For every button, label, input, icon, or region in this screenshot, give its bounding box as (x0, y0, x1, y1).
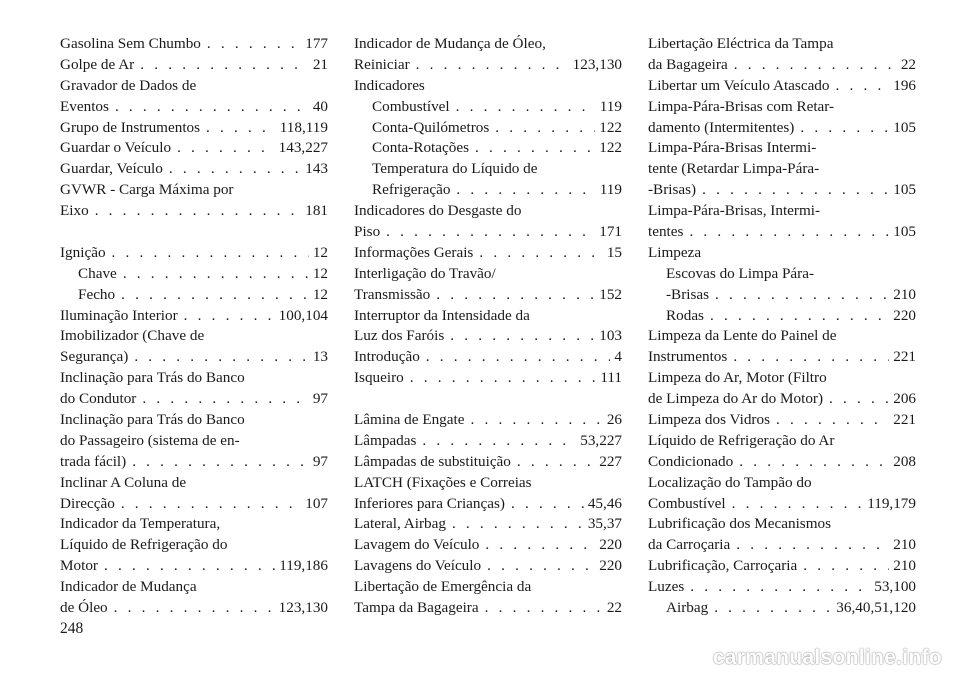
entry-text: Lubrificação dos Mecanismos (648, 515, 832, 533)
entry-text: Limpeza dos Vidros (648, 411, 770, 429)
dot-leader (184, 306, 275, 327)
index-entry (60, 76, 328, 118)
index-column-3 (648, 34, 916, 619)
entry-text: Limpa-Pára-Brisas com Retar- (648, 97, 835, 115)
index-subentry (60, 264, 328, 285)
index-entry (60, 368, 328, 410)
page-ref[interactable]: 97 (312, 452, 328, 470)
entry-text: LATCH (Fixações e Correias (354, 473, 532, 491)
entry-text: Airbag (666, 599, 709, 617)
index-entry (354, 368, 622, 389)
entry-text: Inclinação para Trás do Banco (60, 411, 245, 429)
page-ref[interactable]: 15 (606, 243, 622, 261)
dot-leader (169, 159, 301, 180)
page-ref[interactable]: 105 (893, 181, 916, 199)
index-entry (648, 514, 916, 556)
entry-text: Libertação de Emergência da (354, 578, 532, 596)
dot-leader (426, 347, 611, 368)
dot-leader (734, 55, 897, 76)
entry-text: Lateral, Airbag (354, 515, 446, 533)
page-ref[interactable]: 12 (312, 285, 328, 303)
index-entry (60, 514, 328, 577)
index-entry (60, 473, 328, 515)
page-ref[interactable]: 119,186 (279, 557, 328, 575)
dot-leader (450, 326, 595, 347)
entry-text: Refrigeração (372, 181, 451, 199)
entry-text: Conta-Rotações (372, 139, 470, 157)
dot-leader (776, 410, 889, 431)
page-ref[interactable]: 143,227 (278, 139, 328, 157)
entry-text: Chave (78, 264, 117, 282)
entry-text: Indicador de Mudança (60, 578, 197, 596)
page-ref[interactable]: 40 (312, 97, 328, 115)
dot-leader (732, 494, 864, 515)
entry-text: Limpa-Pára-Brisas Intermi- (648, 139, 817, 157)
index-entry (60, 410, 328, 473)
section-gap (354, 389, 622, 410)
dot-leader (689, 222, 889, 243)
entry-text: Líquido de Refrigeração do (60, 536, 228, 554)
dot-leader (452, 514, 584, 535)
page-ref[interactable]: 22 (900, 55, 916, 73)
index-entry (60, 577, 328, 619)
page-ref[interactable]: 210 (893, 285, 916, 303)
page-ref[interactable]: 206 (893, 390, 916, 408)
entry-text: Reiniciar (354, 55, 410, 73)
dot-leader (456, 97, 596, 118)
page-ref[interactable]: 221 (893, 348, 916, 366)
dot-leader (121, 285, 309, 306)
dot-leader (123, 264, 309, 285)
entry-text: da Bagageira (648, 55, 728, 73)
entry-text: Luz dos Faróis (354, 327, 445, 345)
entry-text: Limpeza da Lente do Painel de (648, 327, 837, 345)
page-ref[interactable]: 22 (606, 599, 622, 617)
page-ref[interactable]: 210 (893, 536, 916, 554)
dot-leader (800, 118, 889, 139)
entry-text: Lubrificação, Carroçaria (648, 557, 798, 575)
entry-text: de Óleo (60, 599, 108, 617)
entry-text: Imobilizador (Chave de (60, 327, 205, 345)
index-entry (60, 243, 328, 264)
dot-leader (487, 556, 595, 577)
entry-text: Eixo (60, 202, 89, 220)
dot-leader (95, 201, 302, 222)
dot-leader (112, 243, 309, 264)
page-ref[interactable]: 12 (312, 243, 328, 261)
page-ref[interactable]: 220 (893, 306, 916, 324)
page-ref[interactable]: 171 (599, 223, 622, 241)
dot-leader (206, 118, 276, 139)
dot-leader (479, 243, 602, 264)
entry-text: Limpeza do Ar, Motor (Filtro (648, 369, 827, 387)
entry-text: Combustível (372, 97, 450, 115)
entry-text: de Limpeza do Ar do Motor) (648, 390, 824, 408)
index-entry (354, 577, 622, 619)
dot-leader (470, 410, 602, 431)
index-entry (354, 243, 622, 264)
entry-text: Luzes (648, 578, 685, 596)
dot-leader (733, 347, 889, 368)
index-entry (354, 201, 622, 243)
page-ref[interactable]: 107 (305, 494, 328, 512)
page-ref[interactable]: 45,46 (587, 494, 622, 512)
index-entry (648, 243, 916, 264)
page-ref[interactable]: 177 (305, 35, 328, 52)
entry-text: Segurança) (60, 348, 129, 366)
entry-text: Interruptor da Intensidade da (354, 306, 530, 324)
page-ref[interactable]: 111 (600, 369, 622, 387)
index-entry (648, 201, 916, 243)
page-ref[interactable]: 53,227 (580, 431, 622, 449)
entry-text: -Brisas (666, 285, 710, 303)
page-ref[interactable]: 118,119 (279, 118, 328, 136)
index-entry (60, 306, 328, 327)
page-ref[interactable]: 103 (599, 327, 622, 345)
page-ref[interactable]: 97 (312, 390, 328, 408)
dot-leader (710, 306, 889, 327)
entry-text: Isqueiro (354, 369, 404, 387)
entry-text: da Carroçaria (648, 536, 731, 554)
page-ref[interactable]: 36,40,51,120 (836, 599, 916, 617)
entry-text: Temperatura do Líquido de (372, 160, 538, 178)
index-entry (60, 55, 328, 76)
page-ref[interactable]: 122 (599, 118, 622, 136)
entry-text: Direcção (60, 494, 115, 512)
entry-text: -Brisas) (648, 181, 697, 199)
page-ref[interactable]: 196 (893, 76, 916, 94)
page-ref[interactable]: 143 (305, 160, 328, 178)
entry-text: Rodas (666, 306, 704, 324)
entry-text: Golpe de Ar (60, 55, 135, 73)
dot-leader (115, 97, 309, 118)
page-number: 248 (60, 620, 84, 637)
page-ref[interactable]: 220 (599, 536, 622, 554)
page-ref[interactable]: 119,179 (867, 494, 916, 512)
page-ref[interactable]: 26 (606, 411, 622, 429)
dot-leader (511, 494, 584, 515)
index-subentry (354, 118, 622, 139)
dot-leader (714, 598, 832, 619)
dot-leader (475, 138, 595, 159)
dot-leader (142, 389, 308, 410)
index-subentry (354, 97, 622, 118)
dot-leader (739, 452, 889, 473)
index-entry (648, 76, 916, 97)
page-ref[interactable]: 122 (599, 139, 622, 157)
page-ref[interactable]: 210 (893, 557, 916, 575)
page-ref[interactable]: 53,100 (874, 578, 916, 596)
index-entry (354, 76, 622, 97)
index-entry (648, 34, 916, 76)
entry-text: Lavagem do Veículo (354, 536, 480, 554)
page-ref[interactable]: 119 (599, 181, 622, 199)
dot-leader (803, 556, 889, 577)
watermark-logo: carmanualsonline.info (712, 646, 942, 669)
index-subentry (648, 598, 916, 619)
entry-text: do Passageiro (sistema de en- (60, 431, 240, 449)
index-entry (648, 473, 916, 515)
entry-text: Escovas do Limpa Pára- (666, 264, 815, 282)
entry-text: Piso (354, 223, 381, 241)
dot-leader (485, 535, 595, 556)
index-entry (60, 159, 328, 180)
index-entry (648, 577, 916, 598)
entry-text: Lâmpadas de substituição (354, 452, 511, 470)
index-subentry (60, 285, 328, 306)
entry-text: Iluminação Interior (60, 306, 178, 324)
index-entry (354, 410, 622, 431)
entry-text: Indicador de Mudança de Óleo, (354, 35, 546, 52)
entry-text: Motor (60, 557, 98, 575)
dot-leader (410, 368, 597, 389)
entry-text: Gasolina Sem Chumbo (60, 35, 201, 52)
dot-leader (104, 556, 275, 577)
page-ref[interactable]: 35,37 (587, 515, 622, 533)
entry-text: Introdução (354, 348, 420, 366)
dot-leader (495, 118, 595, 139)
entry-text: Indicadores (354, 76, 425, 94)
entry-text: do Condutor (60, 390, 137, 408)
entry-text: Lâmpadas (354, 431, 417, 449)
page-ref[interactable]: 181 (305, 202, 328, 220)
entry-text: Limpa-Pára-Brisas, Intermi- (648, 202, 821, 220)
dot-leader (416, 55, 569, 76)
index-entry (354, 473, 622, 515)
page-ref[interactable]: 105 (893, 118, 916, 136)
index-entry (60, 138, 328, 159)
dot-leader (386, 222, 595, 243)
dot-leader (836, 76, 890, 97)
entry-text: Interligação do Travão/ (354, 264, 496, 282)
index-entry (648, 410, 916, 431)
page-ref[interactable]: 100,104 (278, 306, 328, 324)
dot-leader (715, 285, 889, 306)
index-entry (354, 34, 622, 76)
index-entry (60, 180, 328, 222)
entry-text: Inferiores para Crianças) (354, 494, 505, 512)
entry-text: Tampa da Bagageira (354, 599, 479, 617)
entry-text: Libertar um Veículo Atascado (648, 76, 830, 94)
page-ref[interactable]: 105 (893, 223, 916, 241)
index-column-1 (60, 34, 328, 619)
index-entry (648, 138, 916, 201)
entry-text: Inclinação para Trás do Banco (60, 369, 245, 387)
index-subentry (648, 264, 916, 306)
dot-leader (690, 577, 870, 598)
entry-text: Ignição (60, 243, 106, 261)
page-ref[interactable]: 21 (312, 55, 328, 73)
dot-leader (485, 598, 603, 619)
index-entry (354, 264, 622, 306)
entry-text: Grupo de Instrumentos (60, 118, 201, 136)
dot-leader (456, 180, 595, 201)
entry-text: Indicadores do Desgaste do (354, 202, 522, 220)
index-entry (648, 326, 916, 368)
dot-leader (121, 494, 301, 515)
entry-text: Inclinar A Coluna de (60, 473, 187, 491)
dot-leader (702, 180, 889, 201)
entry-text: Fecho (78, 285, 116, 303)
entry-text: Limpeza (648, 243, 702, 261)
entry-text: Conta-Quilómetros (372, 118, 490, 136)
entry-text: Lavagens do Veículo (354, 557, 482, 575)
entry-text: Informações Gerais (354, 243, 474, 261)
entry-text: Localização do Tampão do (648, 473, 812, 491)
page-ref[interactable]: 220 (599, 557, 622, 575)
entry-text: tente (Retardar Limpa-Pára- (648, 160, 820, 178)
section-gap (60, 222, 328, 243)
entry-text: Guardar, Veículo (60, 160, 163, 178)
index-entry (354, 347, 622, 368)
entry-text: Instrumentos (648, 348, 728, 366)
entry-text: Líquido de Refrigeração do Ar (648, 431, 835, 449)
index-subentry (354, 159, 622, 201)
dot-leader (132, 452, 309, 473)
dot-leader (736, 535, 889, 556)
page-ref[interactable]: 4 (614, 348, 622, 366)
entry-text: GVWR - Carga Máxima por (60, 181, 234, 199)
index-subentry (648, 306, 916, 327)
entry-text: damento (Intermitentes) (648, 118, 795, 136)
index-entry (354, 535, 622, 556)
index-entry (354, 514, 622, 535)
entry-text: Transmissão (354, 285, 431, 303)
dot-leader (422, 431, 576, 452)
dot-leader (207, 34, 301, 55)
index-column-2 (354, 34, 622, 619)
index-subentry (354, 138, 622, 159)
index-entry (648, 431, 916, 473)
index-entry (354, 556, 622, 577)
entry-text: Combustível (648, 494, 726, 512)
page-ref[interactable]: 13 (312, 348, 328, 366)
page-ref[interactable]: 221 (893, 411, 916, 429)
dot-leader (517, 452, 595, 473)
index-entry (60, 118, 328, 139)
dot-leader (140, 55, 309, 76)
dot-leader (829, 389, 889, 410)
dot-leader (436, 285, 595, 306)
entry-text: Lâmina de Engate (354, 411, 465, 429)
index-entry (60, 34, 328, 55)
entry-text: Gravador de Dados de (60, 76, 197, 94)
index-entry (354, 306, 622, 348)
entry-text: Guardar o Veículo (60, 139, 172, 157)
index-entry (648, 368, 916, 410)
dot-leader (114, 598, 275, 619)
index-entry (648, 556, 916, 577)
page-ref[interactable]: 227 (599, 452, 622, 470)
index-entry (60, 326, 328, 368)
entry-text: Indicador da Temperatura, (60, 515, 221, 533)
index-entry (354, 431, 622, 452)
entry-text: tentes (648, 223, 684, 241)
page-ref[interactable]: 208 (893, 452, 916, 470)
entry-text: Eventos (60, 97, 109, 115)
dot-leader (134, 347, 309, 368)
index-entry (648, 97, 916, 139)
page-ref[interactable]: 12 (312, 264, 328, 282)
entry-text: trada fácil) (60, 452, 127, 470)
entry-text: Condicionado (648, 452, 734, 470)
page-ref[interactable]: 123,130 (572, 55, 622, 73)
dot-leader (177, 138, 275, 159)
page-ref[interactable]: 119 (599, 97, 622, 115)
page-ref[interactable]: 123,130 (278, 599, 328, 617)
index-entry (354, 452, 622, 473)
entry-text: Libertação Eléctrica da Tampa (648, 35, 834, 52)
page-ref[interactable]: 152 (599, 285, 622, 303)
